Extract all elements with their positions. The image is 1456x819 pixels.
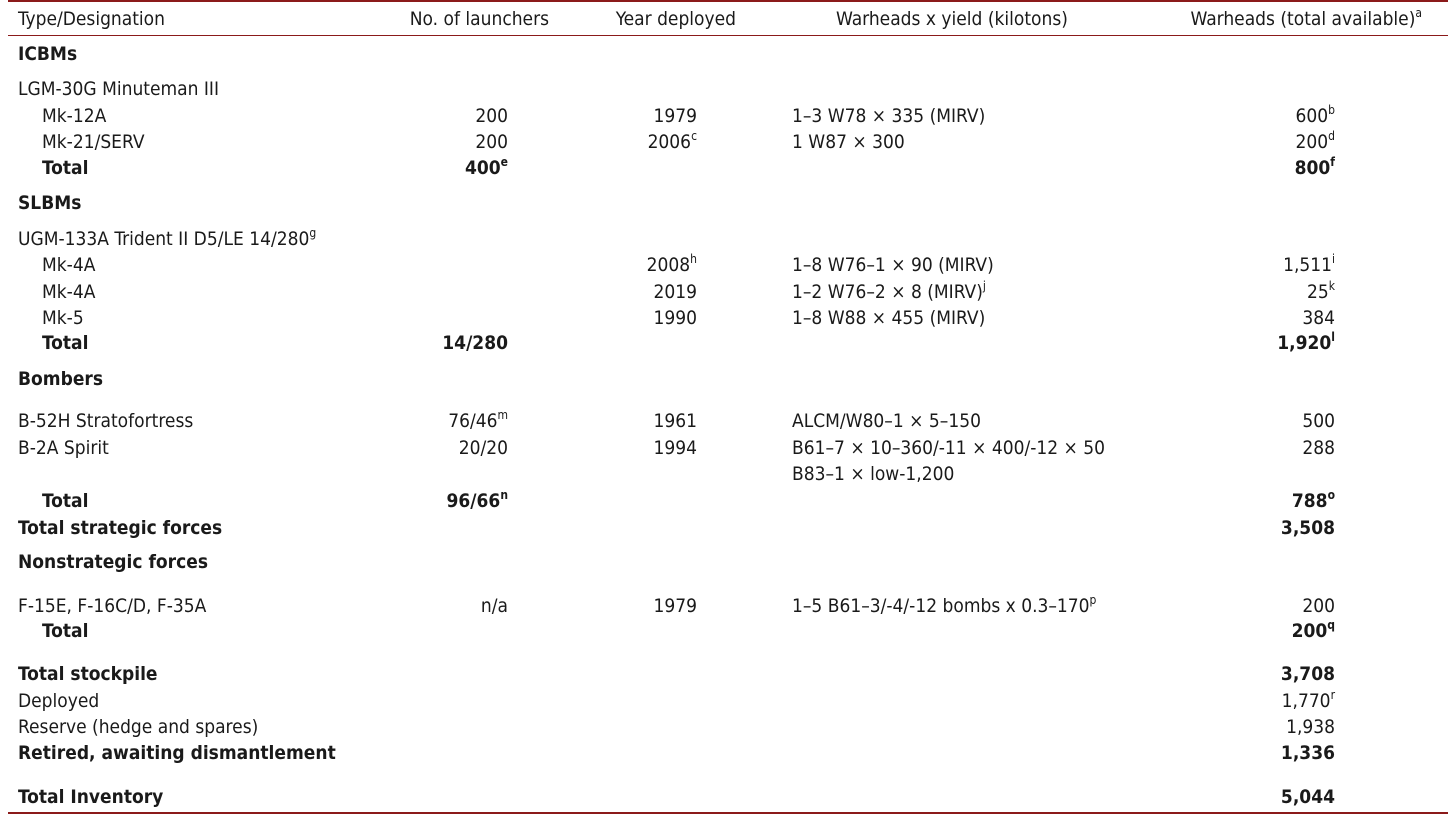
type-cell-text: Total Inventory xyxy=(18,786,164,808)
warheads-cell-text: ALCM/W80–1 × 5–150 xyxy=(792,410,981,432)
table-row xyxy=(0,252,1456,278)
total-cell-text: 800 xyxy=(1294,157,1331,179)
type-cell-text: Mk-12A xyxy=(42,105,107,127)
warheads-cell-text: 1–8 W88 × 455 (MIRV) xyxy=(792,307,986,329)
warheads-cell xyxy=(792,279,986,305)
total-cell-footnote: r xyxy=(1330,687,1335,702)
type-cell xyxy=(18,661,158,687)
table-row xyxy=(0,618,1456,644)
total-cell-text: 500 xyxy=(1302,410,1335,432)
total-cell-text: 288 xyxy=(1302,437,1335,459)
launchers-cell-text: 400 xyxy=(464,157,501,179)
warheads-cell xyxy=(792,252,994,278)
total-cell-footnote: b xyxy=(1328,102,1335,117)
total-cell-footnote: i xyxy=(1332,251,1335,266)
launchers-cell-text: 76/46 xyxy=(448,410,498,432)
warheads-cell-footnote: j xyxy=(982,278,986,293)
header-launchers: No. of launchers xyxy=(409,8,549,30)
table-row xyxy=(0,155,1456,181)
table-row xyxy=(0,129,1456,155)
type-cell xyxy=(18,740,336,766)
warheads-cell-text: 1–8 W76–1 × 90 (MIRV) xyxy=(792,254,994,276)
total-cell-text: 384 xyxy=(1302,307,1335,329)
total-cell-footnote: l xyxy=(1331,329,1335,344)
type-cell-text: Mk-21/SERV xyxy=(42,131,145,153)
total-cell-footnote: o xyxy=(1327,487,1335,502)
launchers-cell-footnote: n xyxy=(500,487,508,502)
year-cell xyxy=(654,305,698,331)
table-row xyxy=(0,366,1456,392)
type-cell-text: Reserve (hedge and spares) xyxy=(18,716,259,738)
warheads-cell-text: B61–7 × 10–360/-11 × 400/-12 × 50 xyxy=(792,437,1106,459)
table-row xyxy=(0,408,1456,434)
type-cell xyxy=(42,618,88,644)
warheads-cell-text: 1–3 W78 × 335 (MIRV) xyxy=(792,105,986,127)
type-cell-text: Bombers xyxy=(18,368,104,390)
type-cell xyxy=(42,155,88,181)
total-cell-text: 1,920 xyxy=(1277,332,1332,354)
launchers-cell xyxy=(465,155,508,181)
table-row xyxy=(0,279,1456,305)
type-cell-text: ICBMs xyxy=(18,43,78,65)
total-cell-text: 200 xyxy=(1295,131,1329,153)
table-row xyxy=(0,461,1456,487)
year-cell xyxy=(648,129,697,155)
year-cell-text: 1990 xyxy=(653,307,697,329)
total-cell-text: 788 xyxy=(1291,490,1328,512)
total-cell xyxy=(1283,252,1335,278)
type-cell xyxy=(42,103,106,129)
launchers-cell-text: n/a xyxy=(480,595,508,617)
table-row xyxy=(0,593,1456,619)
launchers-cell-footnote: e xyxy=(500,154,508,169)
type-cell-text: Mk-4A xyxy=(42,281,96,303)
total-cell-footnote: q xyxy=(1327,617,1335,632)
total-cell xyxy=(1302,408,1335,434)
type-cell-text: Deployed xyxy=(18,690,100,712)
type-cell-text: Total xyxy=(42,620,89,642)
year-cell-footnote: c xyxy=(691,128,697,143)
total-cell-text: 1,938 xyxy=(1286,716,1335,738)
table-row xyxy=(0,661,1456,687)
table-row xyxy=(0,305,1456,331)
type-cell-text: Nonstrategic forces xyxy=(18,551,208,573)
total-cell xyxy=(1281,515,1335,541)
type-cell-text: B-52H Stratofortress xyxy=(18,410,194,432)
launchers-cell xyxy=(481,593,508,619)
year-cell xyxy=(647,252,697,278)
warheads-cell-text: 1 W87 × 300 xyxy=(792,131,905,153)
total-cell-text: 3,508 xyxy=(1280,517,1335,539)
header-year: Year deployed xyxy=(615,8,736,30)
total-cell-text: 1,336 xyxy=(1280,742,1335,764)
total-cell xyxy=(1281,740,1335,766)
year-cell xyxy=(654,435,698,461)
table-row xyxy=(0,190,1456,216)
warheads-cell xyxy=(792,408,981,434)
table-row xyxy=(0,41,1456,67)
type-cell xyxy=(18,41,77,67)
type-cell xyxy=(18,549,208,575)
table-row xyxy=(0,515,1456,541)
type-cell xyxy=(42,305,84,331)
total-cell-text: 25 xyxy=(1306,281,1329,303)
table-row xyxy=(0,435,1456,461)
type-cell-text: Mk-5 xyxy=(42,307,84,329)
total-cell-footnote: f xyxy=(1330,154,1335,169)
warheads-cell-text: 1–5 B61–3/-4/-12 bombs x 0.3–170 xyxy=(792,595,1090,617)
total-cell xyxy=(1277,330,1335,356)
total-cell xyxy=(1286,714,1335,740)
warheads-cell xyxy=(792,103,985,129)
type-cell-footnote: g xyxy=(309,225,317,240)
table-row xyxy=(0,76,1456,102)
type-cell xyxy=(42,279,95,305)
year-cell-text: 2006 xyxy=(647,131,692,153)
year-cell xyxy=(654,593,698,619)
type-cell xyxy=(18,366,103,392)
total-cell-text: 3,708 xyxy=(1280,663,1335,685)
table-row xyxy=(0,688,1456,714)
total-cell-text: 5,044 xyxy=(1280,786,1335,808)
type-cell xyxy=(42,129,145,155)
type-cell xyxy=(42,488,88,514)
warheads-cell-footnote: p xyxy=(1089,592,1097,607)
year-cell-footnote: h xyxy=(690,251,697,266)
table-row xyxy=(0,549,1456,575)
launchers-cell xyxy=(448,408,508,434)
total-cell-footnote: d xyxy=(1328,128,1335,143)
table-row xyxy=(0,714,1456,740)
bottom-rule xyxy=(8,812,1448,814)
launchers-cell-text: 20/20 xyxy=(458,437,508,459)
type-cell xyxy=(18,408,193,434)
year-cell-text: 1994 xyxy=(653,437,697,459)
year-cell-text: 1979 xyxy=(653,595,697,617)
total-cell xyxy=(1292,618,1335,644)
warheads-cell xyxy=(792,593,1096,619)
total-cell-text: 1,511 xyxy=(1283,254,1332,276)
total-cell xyxy=(1302,593,1335,619)
type-cell xyxy=(18,593,206,619)
type-cell-text: Total xyxy=(42,157,89,179)
type-cell xyxy=(42,330,88,356)
year-cell-text: 2019 xyxy=(653,281,697,303)
total-cell xyxy=(1292,488,1335,514)
launchers-cell-text: 96/66 xyxy=(446,490,501,512)
type-cell-text: SLBMs xyxy=(18,192,82,214)
table-row xyxy=(0,226,1456,252)
type-cell-text: Total xyxy=(42,332,89,354)
total-cell-text: 200 xyxy=(1302,595,1335,617)
year-cell-text: 1979 xyxy=(653,105,697,127)
header-total-label: Warheads (total available) xyxy=(1190,8,1416,30)
header-warheads: Warheads x yield (kilotons) xyxy=(836,8,1068,30)
type-cell xyxy=(42,252,95,278)
total-cell xyxy=(1307,279,1335,305)
warheads-cell xyxy=(792,461,954,487)
table-row xyxy=(0,740,1456,766)
total-cell xyxy=(1281,784,1335,810)
total-cell xyxy=(1295,155,1335,181)
warheads-cell xyxy=(792,305,985,331)
table-row xyxy=(0,784,1456,810)
type-cell-text: Retired, awaiting dismantlement xyxy=(18,742,336,764)
type-cell-text: Total xyxy=(42,490,89,512)
total-cell xyxy=(1302,305,1335,331)
total-cell xyxy=(1302,435,1335,461)
launchers-cell xyxy=(475,129,508,155)
year-cell-text: 2008 xyxy=(646,254,691,276)
launchers-cell-text: 14/280 xyxy=(442,332,508,354)
launchers-cell xyxy=(442,330,508,356)
year-cell-text: 1961 xyxy=(653,410,697,432)
type-cell-text: Total strategic forces xyxy=(18,517,223,539)
header-type: Type/Designation xyxy=(18,8,165,30)
table-row xyxy=(0,330,1456,356)
launchers-cell-footnote: m xyxy=(497,407,508,422)
header-total-footnote: a xyxy=(1415,5,1422,20)
type-cell xyxy=(18,76,219,102)
total-cell-text: 600 xyxy=(1295,105,1329,127)
type-cell xyxy=(18,688,99,714)
type-cell-text: Total stockpile xyxy=(18,663,158,685)
total-cell xyxy=(1296,103,1335,129)
warheads-cell xyxy=(792,435,1105,461)
year-cell xyxy=(654,408,698,434)
launchers-cell xyxy=(475,103,508,129)
type-cell xyxy=(18,714,258,740)
type-cell xyxy=(18,190,81,216)
table-row xyxy=(0,488,1456,514)
year-cell xyxy=(654,103,698,129)
type-cell xyxy=(18,435,109,461)
type-cell-text: Mk-4A xyxy=(42,254,96,276)
table-row xyxy=(0,103,1456,129)
type-cell-text: LGM-30G Minuteman III xyxy=(18,78,220,100)
type-cell xyxy=(18,226,316,252)
launchers-cell xyxy=(446,488,508,514)
total-cell-footnote: k xyxy=(1328,278,1335,293)
type-cell-text: UGM-133A Trident II D5/LE 14/280 xyxy=(18,228,310,250)
type-cell xyxy=(18,515,222,541)
total-cell-text: 1,770 xyxy=(1281,690,1331,712)
launchers-cell-text: 200 xyxy=(475,105,508,127)
type-cell xyxy=(18,784,163,810)
year-cell xyxy=(654,279,698,305)
warheads-cell xyxy=(792,129,905,155)
launchers-cell xyxy=(459,435,508,461)
total-cell xyxy=(1281,661,1335,687)
type-cell-text: F-15E, F-16C/D, F-35A xyxy=(18,595,207,617)
total-cell xyxy=(1282,688,1335,714)
warheads-cell-text: B83–1 × low-1,200 xyxy=(792,463,955,485)
launchers-cell-text: 200 xyxy=(475,131,508,153)
type-cell-text: B-2A Spirit xyxy=(18,437,109,459)
warheads-cell-text: 1–2 W76–2 × 8 (MIRV) xyxy=(792,281,983,303)
total-cell-text: 200 xyxy=(1291,620,1328,642)
total-cell xyxy=(1296,129,1335,155)
